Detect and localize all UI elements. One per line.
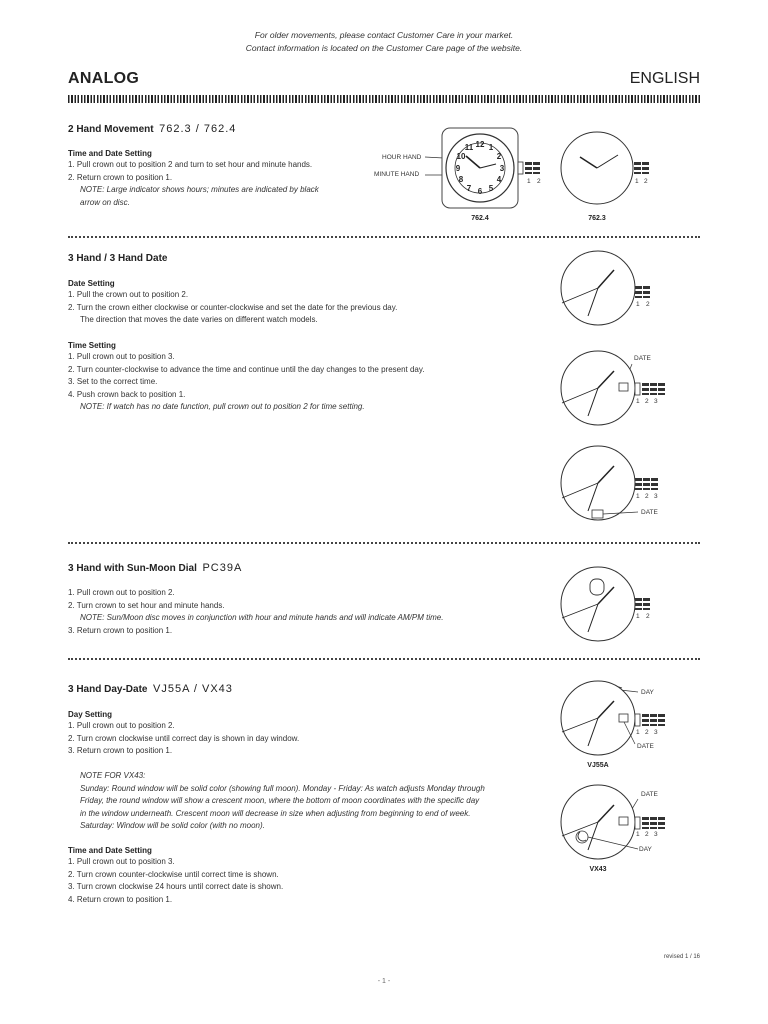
sec1-title-text: 2 Hand Movement: [68, 124, 154, 135]
dial-number: 6: [477, 187, 483, 196]
vx43-note-line: Sunday: Round window will be solid color (showing full moon). Monday - Friday: As watch adjusts Monday through: [80, 783, 485, 793]
sec2-subtitle-time: Time Setting: [68, 341, 116, 350]
sec4-time-body: [68, 856, 488, 906]
sec2-line: 4. Push crown back to position 1.: [68, 389, 186, 399]
sec3-body: [68, 587, 488, 637]
day-label: DAY: [639, 846, 652, 853]
sec2-line: 3. Set to the correct time.: [68, 377, 158, 386]
day-label: DAY: [641, 689, 654, 696]
sec3-line: 3. Return crown to position 1.: [68, 625, 173, 635]
sec3-line: 1. Pull crown out to position 2.: [68, 588, 175, 597]
sec1-diagram: [370, 120, 710, 230]
model-762-4-label: 762.4: [471, 215, 489, 222]
sec2-line: 2. Turn counter-clockwise to advance the time and continue until the day changes to the present day.: [68, 364, 425, 374]
crown-pos: 1: [636, 613, 640, 620]
sec4-line: 1. Pull crown out to position 2.: [68, 721, 175, 730]
sec4-subtitle-time: Time and Date Setting: [68, 846, 152, 855]
dial-number: 7: [466, 184, 472, 193]
model-vj55a-label: VJ55A: [587, 762, 609, 769]
vx43-note-line: Friday, the round window will show a crescent moon, where the bottom of moon coordinates with the specific day: [80, 796, 480, 805]
crown-pos: 3: [654, 729, 658, 736]
crown-pos: 1: [636, 729, 640, 736]
revision-label: revised 1 / 16: [663, 954, 700, 960]
dial-number: 11: [464, 143, 474, 152]
dial-number: 1: [488, 143, 494, 152]
top-note-line1: For older movements, please contact Customer Care in your market.: [254, 30, 514, 40]
minute-hand-label: MINUTE HAND: [374, 171, 420, 178]
dial-number: 4: [496, 175, 502, 184]
sec4-subtitle-day: Day Setting: [68, 710, 113, 719]
dial-number: 3: [499, 164, 505, 173]
dial-number: 9: [455, 164, 461, 173]
sec2-note: NOTE: If watch has no date function, pull crown out to position 2 for time setting.: [80, 402, 365, 411]
sec2-subtitle-date: Date Setting: [68, 279, 115, 288]
crown-pos: 2: [646, 301, 650, 308]
sec4-model: VJ55A / VX43: [153, 683, 233, 695]
sec2-date-body: [68, 289, 488, 327]
date-label: DATE: [634, 355, 651, 362]
section-divider: [68, 236, 700, 238]
sec4-line: 4. Return crown to position 1.: [68, 894, 173, 904]
top-note-line2: Contact information is located on the Customer Care page of the website.: [245, 43, 523, 53]
sec2-line: 1. Pull the crown out to position 2.: [68, 290, 189, 299]
sec1-model: 762.3 / 762.4: [159, 123, 237, 135]
crown-pos: 3: [654, 398, 658, 405]
sec1-note: arrow on disc.: [80, 197, 130, 207]
section-divider: [68, 658, 700, 660]
crown-pos: 1: [636, 301, 640, 308]
top-note: [0, 29, 768, 55]
sec3-model: PC39A: [202, 562, 243, 574]
dial-number: 2: [496, 152, 502, 161]
dial-number: 5: [488, 184, 494, 193]
section-header-analog: ANALOG: [68, 70, 140, 87]
crown-pos: 1: [527, 178, 531, 185]
crown-pos: 3: [654, 493, 658, 500]
crown-pos: 3: [654, 831, 658, 838]
sec3-line: 2. Turn crown to set hour and minute hands.: [68, 600, 225, 610]
language-label: ENGLISH: [629, 70, 700, 87]
crown-pos: 1: [635, 178, 639, 185]
vx43-note-line: in the window underneath. Crescent moon will decrease in size when adjusting from beginning to end of week.: [80, 808, 471, 818]
crown-pos: 2: [645, 493, 649, 500]
sec4-line: 2. Turn crown counter-clockwise until correct time is shown.: [68, 869, 279, 879]
sec1-title: [68, 123, 236, 135]
header-rule: [68, 95, 700, 103]
sec2-line: 1. Pull crown out to position 3.: [68, 352, 175, 361]
sec2-title: 3 Hand / 3 Hand Date: [68, 253, 168, 264]
sec4-title-text: 3 Hand Day-Date: [68, 684, 148, 695]
sec1-line: 1. Pull crown out to position 2 and turn to set hour and minute hands.: [68, 160, 313, 169]
sec2-time-body: [68, 351, 488, 414]
sec1-note: NOTE: Large indicator shows hours; minutes are indicated by black: [80, 185, 319, 194]
crown-pos: 1: [636, 493, 640, 500]
dial-number: 8: [458, 175, 464, 184]
section-divider: [68, 542, 700, 544]
date-label: DATE: [641, 791, 658, 798]
date-label: DATE: [637, 743, 654, 750]
sec1-subtitle: Time and Date Setting: [68, 149, 152, 158]
sec4-diagrams: [550, 676, 710, 876]
crown-pos: 2: [644, 178, 648, 185]
sec4-line: 1. Pull crown out to position 3.: [68, 857, 175, 866]
date-label: DATE: [641, 509, 658, 516]
page-number: - 1 -: [377, 978, 391, 985]
crown-pos: 2: [645, 831, 649, 838]
sec4-line: 2. Turn crown clockwise until correct day is shown in day window.: [68, 733, 300, 743]
model-762-3-label: 762.3: [588, 215, 606, 222]
sec4-title: [68, 683, 233, 695]
crown-pos: 1: [636, 398, 640, 405]
crown-pos: 2: [645, 729, 649, 736]
vx43-note-line: NOTE FOR VX43:: [80, 771, 146, 780]
sec3-title: [68, 562, 242, 574]
crown-pos: 2: [537, 178, 541, 185]
vx43-note-line: Saturday: Window will be solid color (with no moon).: [80, 821, 265, 830]
sec1-line: 2. Return crown to position 1.: [68, 172, 173, 182]
crown-pos: 2: [646, 613, 650, 620]
sec4-line: 3. Turn crown clockwise 24 hours until correct date is shown.: [68, 882, 284, 891]
sec3-diagram: [550, 560, 710, 650]
sec2-diagrams: [550, 248, 710, 528]
sec4-line: 3. Return crown to position 1.: [68, 746, 173, 755]
dial-number: 12: [475, 140, 485, 149]
sec3-note: NOTE: Sun/Moon disc moves in conjunction with hour and minute hands and will indicate AM/PM time.: [80, 613, 444, 622]
sec2-line: 2. Turn the crown either clockwise or counter-clockwise and set the date for the previous day.: [68, 302, 398, 312]
hour-hand-label: HOUR HAND: [382, 154, 422, 161]
dial-number: 10: [456, 152, 466, 161]
sec4-vx43-note: [68, 770, 508, 833]
model-vx43-label: VX43: [589, 866, 607, 873]
sec1-body: [68, 159, 358, 209]
sec3-title-text: 3 Hand with Sun-Moon Dial: [68, 563, 197, 574]
crown-pos: 2: [645, 398, 649, 405]
sec2-line: The direction that moves the date varies on different watch models.: [80, 315, 318, 324]
crown-pos: 1: [636, 831, 640, 838]
sec4-day-body: [68, 720, 488, 758]
